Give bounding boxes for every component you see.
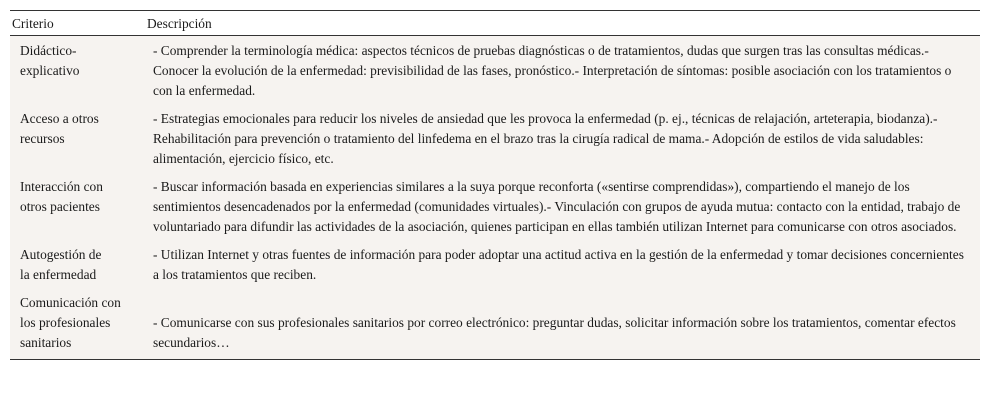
- row-descripcion: - Comunicarse con sus profesionales sanitarios por correo electrónico: preguntar dudas, solicitar información sobre los tratamientos, comentar efectos secundarios…: [143, 288, 980, 360]
- row-criterio: Didáctico-explicativo: [20, 43, 80, 78]
- table-header: [10, 11, 980, 36]
- row-descripcion: - Comprender la terminología médica: aspectos técnicos de pruebas diagnósticas o de tratamientos, dudas que surgen tras las consultas médicas.- Conocer la evolución de la enfermedad: previsibilidad de las fases, pronóstico.- Interpretación de síntomas: posible asociación con los tratamientos o con la enfermedad.: [153, 43, 952, 98]
- table-row: [10, 172, 980, 240]
- row-criterio: Autogestión de la enfermedad: [20, 247, 102, 282]
- header-descripcion: Descripción: [143, 11, 980, 36]
- table-row: [10, 104, 980, 172]
- row-descripcion: - Utilizan Internet y otras fuentes de información para poder adoptar una actitud activa en la gestión de la enfermedad y tomar decisiones concernientes a los tratamientos que reciben.: [153, 247, 964, 282]
- table-row: [10, 240, 980, 288]
- header-criterio: Criterio: [10, 11, 143, 36]
- row-criterio: Acceso a otros recursos: [20, 111, 99, 146]
- header-row: [10, 11, 980, 36]
- table-row: [10, 288, 980, 360]
- criteria-table-container: [10, 10, 980, 360]
- criteria-table: [10, 10, 980, 360]
- row-criterio: Interacción con otros pacientes: [20, 179, 103, 214]
- row-criterio: Comunicación con los profesionales sanitarios: [10, 288, 143, 360]
- table-row: [10, 36, 980, 105]
- row-descripcion: - Buscar información basada en experiencias similares a la suya porque reconforta («sentirse comprendidas»), compartiendo el manejo de los sentimientos desencadenados por la enfermedad (comunidades virtuales).- Vinculación con grupos de ayuda mutua: contacto con la entidad, trabajo de voluntariado para difundir las actividades de la asociación, quienes participan en ellas también utilizan Internet para comunicarse con otros asociados.: [153, 179, 961, 234]
- table-body: [10, 36, 980, 360]
- row-descripcion: - Estrategias emocionales para reducir los niveles de ansiedad que les provoca la enfermedad (p. ej., técnicas de relajación, arteterapia, biodanza).- Rehabilitación para prevención o tratamiento del linfedema en el brazo tras la cirugía radical de mama.- Adopción de estilos de vida saludables: alimentación, ejercicio físico, etc.: [153, 111, 938, 166]
